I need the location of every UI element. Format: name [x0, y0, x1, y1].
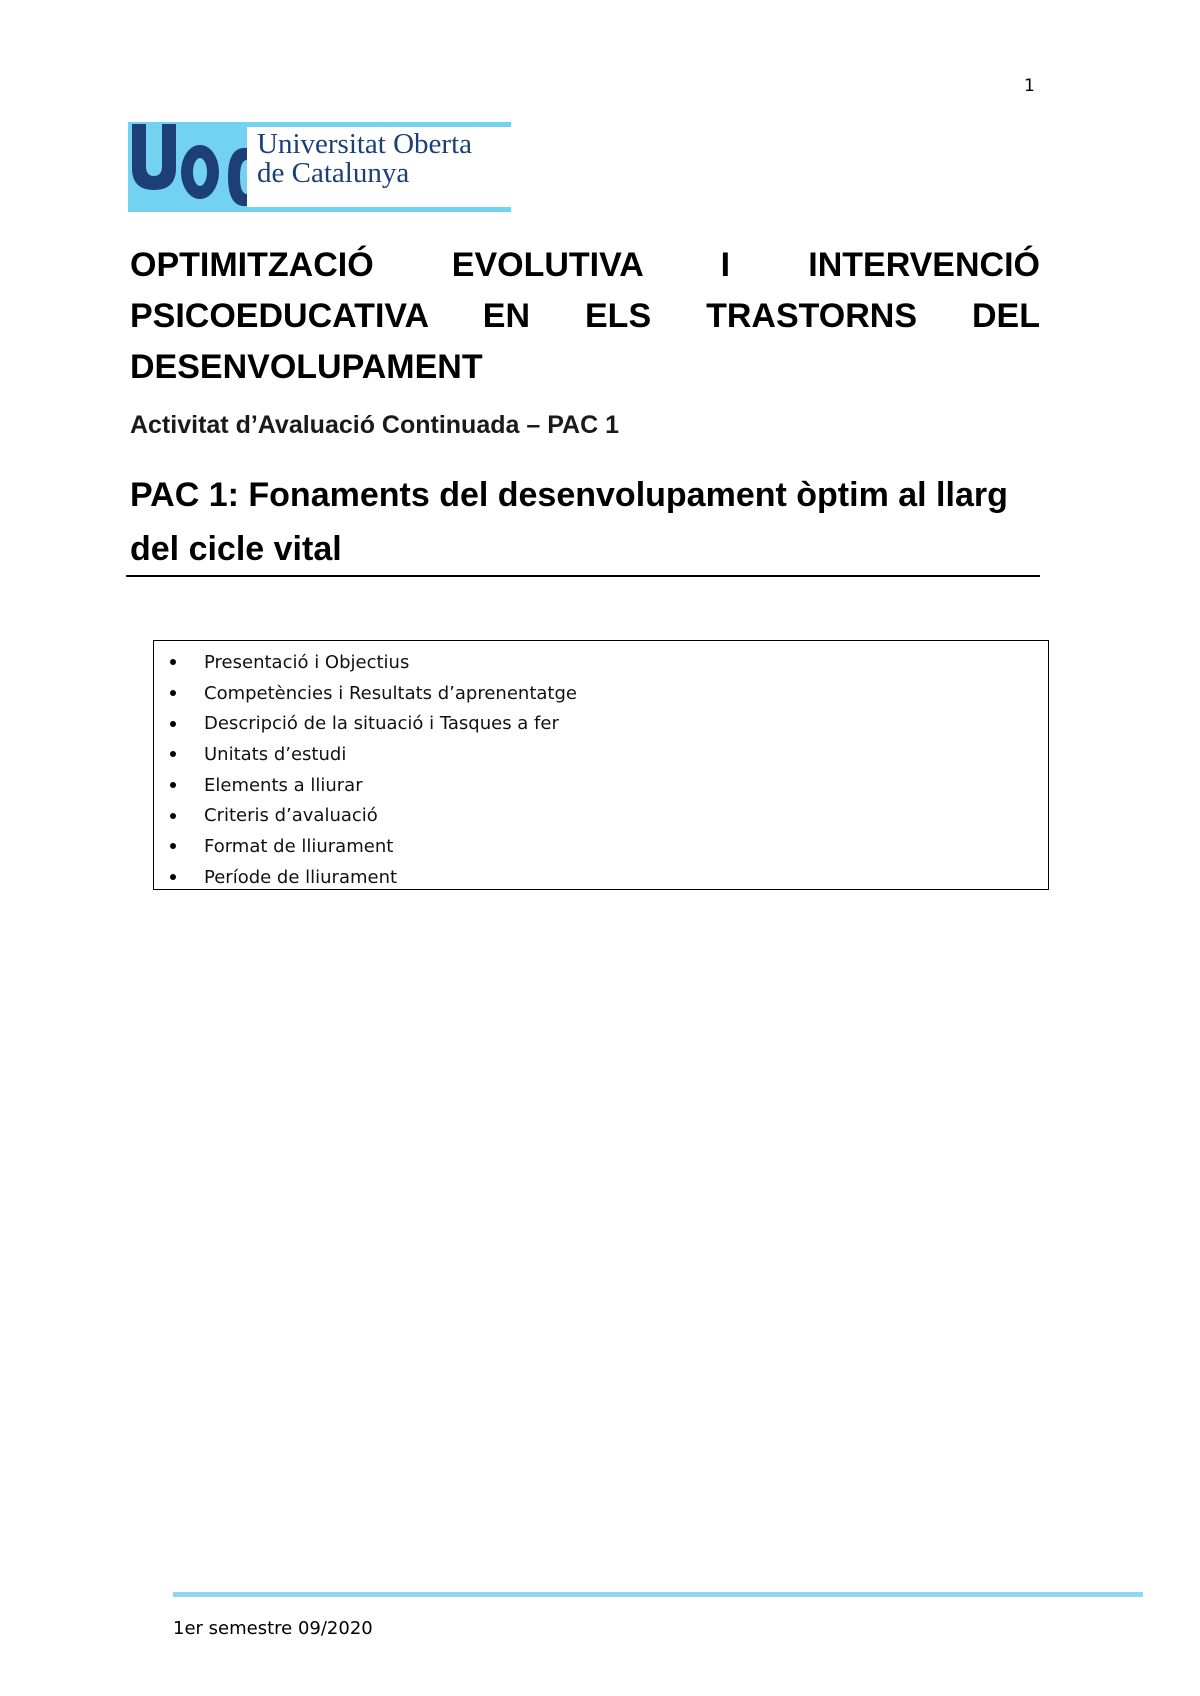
list-item	[154, 862, 1048, 893]
bullet-icon	[170, 690, 176, 696]
bullet-icon	[170, 782, 176, 788]
document-title: OPTIMITZACIÓ EVOLUTIVA I INTERVENCIÓ PSICOEDUCATIVA EN ELS TRASTORNS DEL DESENVOLUPAMENT	[130, 246, 1040, 386]
bullet-icon	[170, 751, 176, 757]
list-item-text: Elements a lliurar	[204, 774, 363, 796]
uoc-logo	[128, 122, 511, 212]
list-item-text: Format de lliurament	[204, 835, 394, 857]
list-item	[154, 739, 1048, 770]
bullet-icon	[170, 874, 176, 880]
list-item-text: Criteris d’avaluació	[204, 805, 378, 827]
list-item	[154, 800, 1048, 831]
list-item	[154, 678, 1048, 709]
contents-box	[153, 640, 1049, 890]
logo-line-2: de Catalunya	[257, 157, 410, 189]
list-item-text: Unitats d’estudi	[204, 743, 347, 765]
uoc-logo-wordmark	[247, 122, 511, 212]
footer-divider	[173, 1592, 1143, 1597]
bullet-icon	[170, 843, 176, 849]
page-number: 1	[1024, 76, 1035, 96]
footer-semester: 1er semestre 09/2020	[173, 1618, 373, 1639]
uoc-logo-mark-icon	[128, 122, 247, 212]
list-item-text: Presentació i Objectius	[204, 651, 410, 673]
title-divider	[126, 575, 1040, 577]
document-subtitle: Activitat d’Avaluació Continuada – PAC 1	[130, 411, 619, 439]
list-item-text: Període de lliurament	[204, 866, 398, 888]
list-item	[154, 770, 1048, 801]
bullet-icon	[170, 659, 176, 665]
list-item	[154, 831, 1048, 862]
list-item	[154, 708, 1048, 739]
logo-line-1: Universitat Oberta	[257, 128, 473, 160]
list-item	[154, 647, 1048, 678]
contents-list	[154, 641, 1048, 893]
list-item-text: Competències i Resultats d’aprenentatge	[204, 682, 577, 704]
pac-title: PAC 1: Fonaments del desenvolupament òptim al llarg del cicle vital	[130, 476, 1008, 568]
bullet-icon	[170, 721, 176, 727]
uoc-logo-mark	[128, 122, 247, 212]
list-item-text: Descripció de la situació i Tasques a fer	[204, 713, 559, 735]
bullet-icon	[170, 813, 176, 819]
